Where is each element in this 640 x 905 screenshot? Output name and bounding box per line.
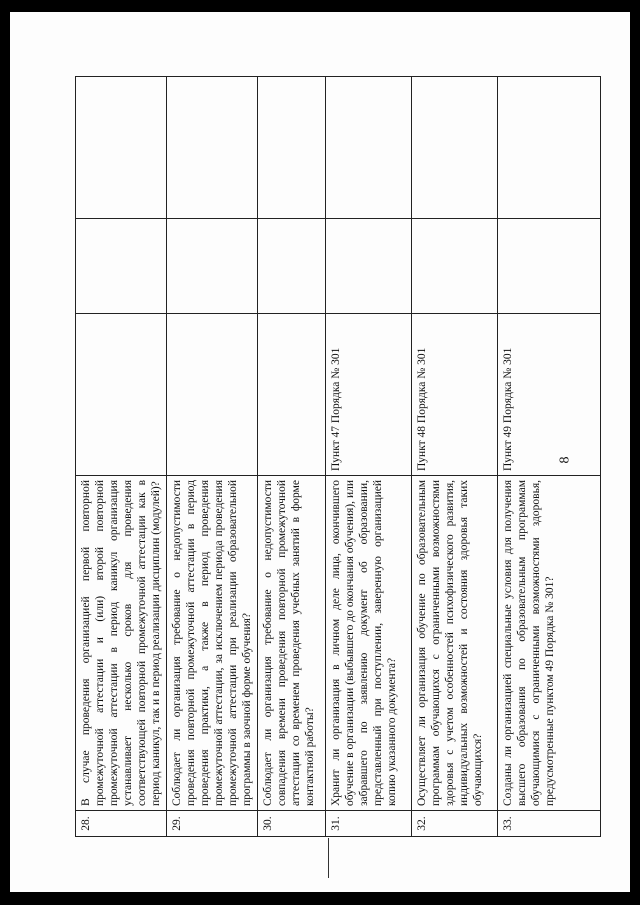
empty-cell (76, 77, 167, 219)
question-cell: Соблюдает ли организация требование о недопустимости совпадения времени проведения повторной промежуточной аттестации со временем проведения учебных занятий в форме контактной работы? (258, 476, 326, 811)
page-number: 8 (557, 456, 573, 464)
row-number: 28. (76, 811, 167, 837)
reference-cell (76, 314, 167, 476)
reference-cell: Пункт 47 Порядка № 301 (326, 314, 412, 476)
empty-cell (167, 77, 258, 219)
reference-cell (167, 314, 258, 476)
table-row (76, 77, 167, 837)
empty-cell (258, 219, 326, 314)
reference-cell: Пункт 48 Порядка № 301 (412, 314, 498, 476)
empty-cell (326, 77, 412, 219)
table-row (167, 77, 258, 837)
checklist-table (75, 76, 601, 837)
empty-cell (498, 77, 601, 219)
question-cell: В случае проведения организацией первой повторной промежуточной аттестации и (или) второй повторной промежуточной аттестации в период каникул организация устанавливает несколько сроков для проведения соответствующей повторной промежуточной аттестации как в период каникул, так и в период реализации дисциплин (модулей)? (76, 476, 167, 811)
table-row (326, 77, 412, 837)
row-number: 29. (167, 811, 258, 837)
scan-artifact (328, 838, 329, 878)
question-cell: Осуществляет ли организация обучение по образовательным программам обучающихся с ограниченными возможностями здоровья с учетом особенностей психофизического развития, индивидуальных возможностей и состояния здоровья таких обучающихся? (412, 476, 498, 811)
reference-cell: Пункт 49 Порядка № 301 (498, 314, 601, 476)
question-cell: Соблюдает ли организация требование о недопустимости проведения повторной промежуточной аттестации в период проведения практики, а также в период проведения промежуточной аттестации, за исключением периода проведения промежуточной аттестации при реализации образовательной программы в заочной форме обучения? (167, 476, 258, 811)
table-row (498, 77, 601, 837)
empty-cell (167, 219, 258, 314)
row-number: 32. (412, 811, 498, 837)
empty-cell (412, 77, 498, 219)
empty-cell (326, 219, 412, 314)
rotated-table-container (75, 77, 590, 837)
empty-cell (76, 219, 167, 314)
table-row (412, 77, 498, 837)
row-number: 33. (498, 811, 601, 837)
row-number: 31. (326, 811, 412, 837)
table-row (258, 77, 326, 837)
question-cell: Созданы ли организацией специальные условия для получения высшего образования по образовательным программам обучающимися с ограниченными возможностями здоровья, предусмотренные пунктом 49 Порядка № 301? (498, 476, 601, 811)
document-page (10, 12, 630, 892)
row-number: 30. (258, 811, 326, 837)
empty-cell (498, 219, 601, 314)
empty-cell (258, 77, 326, 219)
reference-cell (258, 314, 326, 476)
question-cell: Хранит ли организация в личном деле лица, окончившего обучение в организации (выбывшего до окончания обучения), или забравшего по заявлению документ об образовании, представленный при поступлении, заверенную организацией копию указанного документа? (326, 476, 412, 811)
empty-cell (412, 219, 498, 314)
